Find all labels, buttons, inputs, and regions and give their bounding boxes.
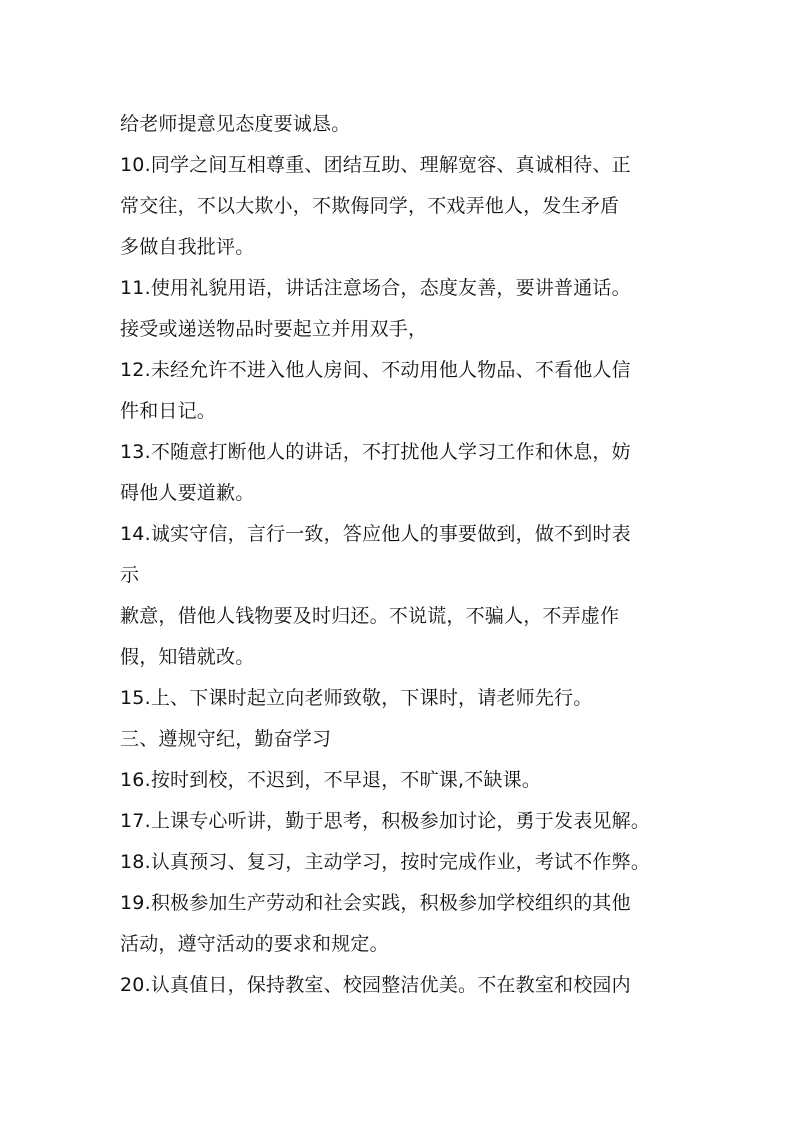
text-line: 碍他人要道歉。 (120, 482, 255, 504)
text-line: 件和日记。 (120, 400, 217, 422)
text-line: 16.按时到校，不迟到，不早退，不旷课,不缺课。 (120, 769, 542, 791)
text-line: 13.不随意打断他人的讲话，不打扰他人学习工作和休息，妨 (120, 441, 631, 463)
text-line: 17.上课专心听讲，勤于思考，积极参加讨论，勇于发表见解。 (120, 810, 651, 832)
document-body (120, 104, 700, 1006)
text-line: 歉意，借他人钱物要及时归还。不说谎，不骗人，不弄虚作 (120, 605, 620, 627)
text-line: 接受或递送物品时要起立并用双手， (120, 318, 428, 340)
text-line: 11.使用礼貌用语，讲话注意场合，态度友善，要讲普通话。 (120, 277, 631, 299)
text-line: 假，知错就改。 (120, 646, 255, 668)
text-line: 多做自我批评。 (120, 236, 255, 258)
text-line: 10.同学之间互相尊重、团结互助、理解宽容、真诚相待、正 (120, 154, 631, 176)
text-line: 14.诚实守信，言行一致，答应他人的事要做到，做不到时表 (120, 523, 631, 545)
text-line: 常交往，不以大欺小，不欺侮同学，不戏弄他人，发生矛盾 (120, 195, 620, 217)
text-line: 19.积极参加生产劳动和社会实践，积极参加学校组织的其他 (120, 892, 631, 914)
text-line: 18.认真预习、复习，主动学习，按时完成作业，考试不作弊。 (120, 851, 651, 873)
text-line: 12.未经允许不进入他人房间、不动用他人物品、不看他人信 (120, 359, 631, 381)
text-line: 20.认真值日，保持教室、校园整洁优美。不在教室和校园内 (120, 974, 631, 996)
text-line: 给老师提意见态度要诚恳。 (120, 113, 351, 135)
text-line: 示 (120, 564, 140, 586)
section-heading: 三、遵规守纪，勤奋学习 (120, 728, 332, 750)
text-line: 活动，遵守活动的要求和规定。 (120, 933, 389, 955)
text-line: 15.上、下课时起立向老师致敬，下课时，请老师先行。 (120, 687, 593, 709)
